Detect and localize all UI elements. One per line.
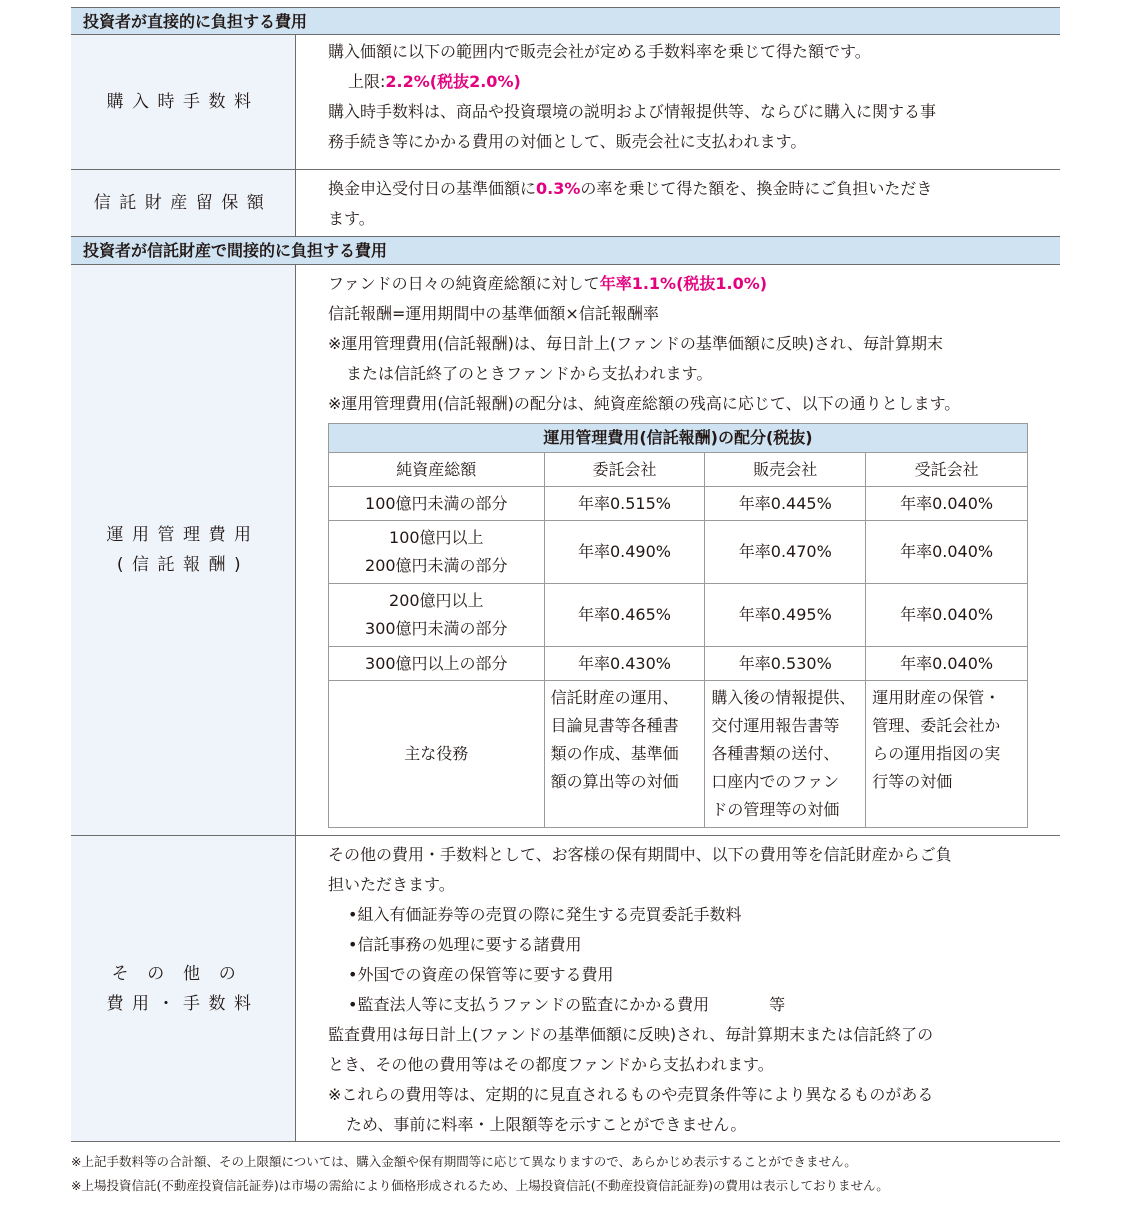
other-intro-b: 担いただきます。 (328, 875, 455, 894)
row-purchase-fee (71, 35, 1060, 170)
table-row (329, 647, 1028, 681)
mgmt-rate: 年率1.1%(税抜1.0%) (599, 274, 768, 293)
table-caption: 運用管理費用(信託報酬)の配分(税抜) (329, 424, 1028, 453)
footnotes (71, 1150, 889, 1198)
range-cell (329, 584, 545, 647)
other-note-a: ※これらの費用等は、定期的に見直されるものや売買条件等により異なるものがある (328, 1085, 934, 1104)
other-note-b: ため、事前に料率・上限額等を示すことができません。 (346, 1115, 747, 1134)
range-a: 200億円以上 (389, 591, 484, 610)
header-trustor: 委託会社 (544, 453, 705, 487)
limit-prefix: 上限: (348, 72, 386, 91)
other-audit-b: とき、その他の費用等はその都度ファンドから支払われます。 (328, 1055, 774, 1074)
header-net-assets: 純資産総額 (329, 453, 545, 487)
role-line: 購入後の情報提供、 (711, 688, 856, 707)
role-line: 類の作成、基準価 (550, 744, 679, 763)
purchase-fee-line3: 購入時手数料は、商品や投資環境の説明および情報提供等、ならびに購入に関する事 (328, 102, 937, 121)
content-retention (296, 170, 1060, 236)
mgmt-note2: ※運用管理費用(信託報酬)の配分は、純資産総額の残高に応じて、以下の通りとします。 (328, 394, 961, 413)
section-header-indirect: 投資者が信託財産で間接的に負担する費用 (71, 237, 1060, 265)
role-line: 額の算出等の対価 (550, 772, 679, 791)
label-other-line2: 費用・手数料 (106, 993, 260, 1014)
label-other-line1: その他の (111, 963, 255, 984)
role-line: らの運用指図の実 (872, 744, 1001, 763)
label-purchase-fee: 購入時手数料 (71, 35, 296, 169)
role-distributor (705, 681, 866, 828)
label-mgmt-line2: (信託報酬) (116, 555, 250, 575)
range-cell: 300億円以上の部分 (329, 647, 545, 681)
table-row (329, 521, 1028, 584)
table-caption-row (329, 424, 1028, 453)
range-a: 100億円以上 (389, 528, 484, 547)
other-bullet: •信託事務の処理に要する諸費用 (348, 935, 582, 954)
rate-cell: 年率0.465% (544, 584, 705, 647)
fee-allocation-table (328, 423, 1028, 828)
other-bullet-audit (328, 990, 1028, 1020)
footnote: ※上記手数料等の合計額、その上限額については、購入金額や保有期間等に応じて異なりますので、あらかじめ表示することができません。 (71, 1154, 857, 1169)
other-etc: 等 (769, 995, 786, 1014)
label-management-fee (71, 265, 296, 835)
label-other-fees (71, 836, 296, 1141)
table-row-roles (329, 681, 1028, 828)
other-bullet-text: •監査法人等に支払うファンドの監査にかかる費用 (348, 995, 710, 1014)
row-management-fee (71, 265, 1060, 836)
label-mgmt-line1: 運用管理費用 (106, 525, 260, 545)
range-b: 200億円未満の部分 (365, 556, 508, 575)
role-trustee (866, 681, 1028, 828)
section-header-direct: 投資者が直接的に負担する費用 (71, 7, 1060, 35)
role-line: 口座内でのファン (711, 772, 840, 791)
range-cell (329, 521, 545, 584)
content-other-fees (296, 836, 1060, 1141)
rate-cell: 年率0.040% (866, 521, 1028, 584)
role-line: ドの管理等の対価 (711, 800, 840, 819)
rate-cell: 年率0.040% (866, 584, 1028, 647)
retention-line1 (328, 174, 1028, 204)
footnote: ※上場投資信託(不動産投資信託証券)は市場の需給により価格形成されるため、上場投資信託(不動産投資信託証券)の費用は表示しておりません。 (71, 1178, 889, 1193)
rate-cell: 年率0.430% (544, 647, 705, 681)
rate-cell: 年率0.040% (866, 647, 1028, 681)
content-purchase-fee (296, 35, 1060, 169)
rate-cell: 年率0.490% (544, 521, 705, 584)
retention-text-b: の率を乗じて得た額を、換金時にご負担いただき (580, 179, 933, 198)
rate-cell: 年率0.530% (705, 647, 866, 681)
rate-cell: 年率0.445% (705, 487, 866, 521)
purchase-fee-line1: 購入価額に以下の範囲内で販売会社が定める手数料率を乗じて得た額です。 (328, 42, 871, 61)
mgmt-line1 (328, 269, 1028, 299)
header-distributor: 販売会社 (705, 453, 866, 487)
role-trustor (544, 681, 705, 828)
other-bullet: •組入有価証券等の売買の際に発生する売買委託手数料 (348, 905, 742, 924)
row-other-fees (71, 836, 1060, 1142)
label-retention: 信託財産留保額 (71, 170, 296, 236)
mgmt-line2: 信託報酬=運用期間中の基準価額×信託報酬率 (328, 304, 659, 323)
retention-text-a: 換金申込受付日の基準価額に (328, 179, 537, 198)
retention-line2: ます。 (328, 209, 375, 228)
rate-cell: 年率0.470% (705, 521, 866, 584)
mgmt-line1-prefix: ファンドの日々の純資産総額に対して (328, 274, 600, 293)
role-line: 行等の対価 (872, 772, 953, 791)
content-management-fee (296, 265, 1060, 835)
purchase-fee-limit (328, 67, 1028, 97)
mgmt-note1a: ※運用管理費用(信託報酬)は、毎日計上(ファンドの基準価額に反映)され、毎計算期末 (328, 334, 944, 353)
table-header-row (329, 453, 1028, 487)
other-bullet: •外国での資産の保管等に要する費用 (348, 965, 614, 984)
other-audit-a: 監査費用は毎日計上(ファンドの基準価額に反映)され、毎計算期末または信託終了の (328, 1025, 934, 1044)
role-line: 管理、委託会社か (872, 716, 1001, 735)
table-row (329, 584, 1028, 647)
limit-value: 2.2%(税抜2.0%) (385, 72, 521, 91)
range-b: 300億円未満の部分 (365, 619, 508, 638)
purchase-fee-line4: 務手続き等にかかる費用の対価として、販売会社に支払われます。 (328, 132, 807, 151)
role-line: 各種書類の送付、 (711, 744, 840, 763)
retention-rate: 0.3% (536, 179, 581, 198)
role-line: 目論見書等各種書 (550, 716, 679, 735)
mgmt-note1b: または信託終了のときファンドから支払われます。 (346, 364, 713, 383)
rate-cell: 年率0.495% (705, 584, 866, 647)
range-cell: 100億円未満の部分 (329, 487, 545, 521)
rate-cell: 年率0.515% (544, 487, 705, 521)
role-label: 主な役務 (329, 681, 545, 828)
table-row (329, 487, 1028, 521)
role-line: 運用財産の保管・ (872, 688, 1001, 707)
row-retention (71, 170, 1060, 237)
role-line: 信託財産の運用、 (550, 688, 679, 707)
role-line: 交付運用報告書等 (711, 716, 840, 735)
rate-cell: 年率0.040% (866, 487, 1028, 521)
other-intro-a: その他の費用・手数料として、お客様の保有期間中、以下の費用等を信託財産からご負 (328, 845, 952, 864)
header-trustee: 受託会社 (866, 453, 1028, 487)
fee-document (71, 7, 1060, 1142)
